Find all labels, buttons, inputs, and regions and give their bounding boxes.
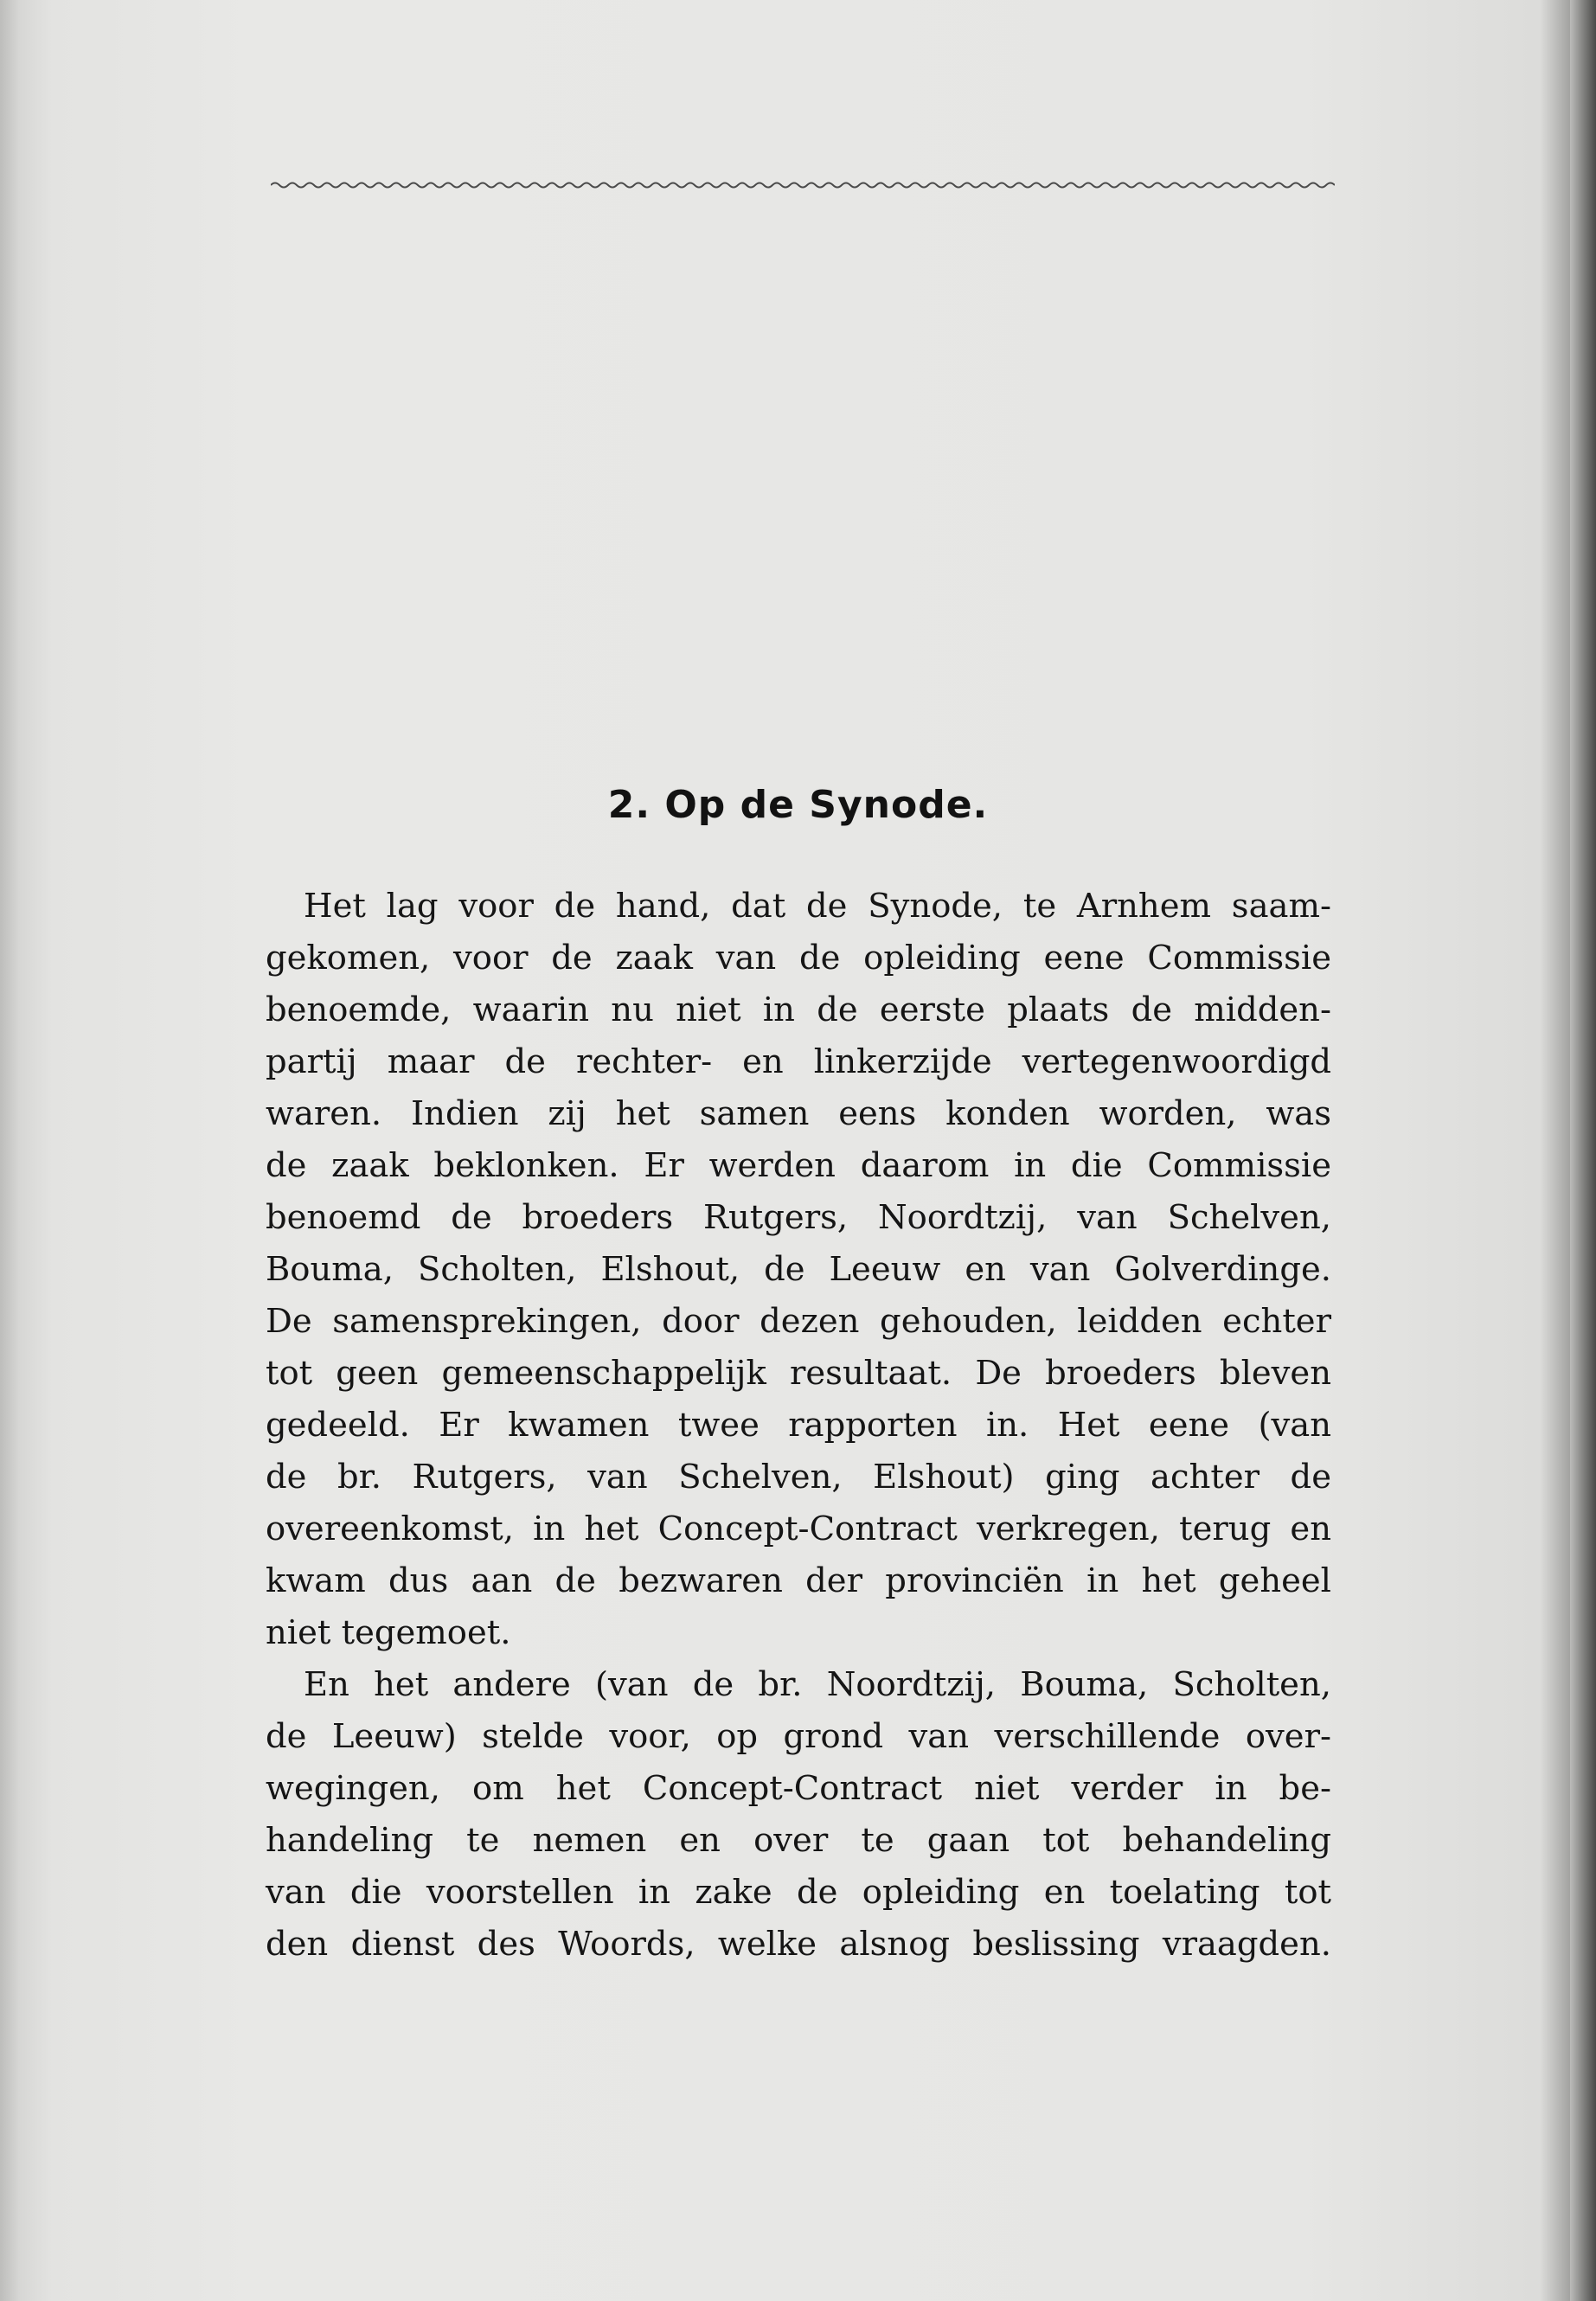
text-line: gekomen, voor de zaak van de opleiding eene Commissie xyxy=(266,939,1331,977)
text-line: den dienst des Woords, welke alsnog beslissing vraagden. xyxy=(266,1925,1331,1964)
text-line: de br. Rutgers, van Schelven, Elshout) ging achter de xyxy=(266,1458,1331,1497)
text-line: kwam dus aan de bezwaren der provinciën in het geheel xyxy=(266,1561,1331,1600)
text-line: overeenkomst, in het Concept-Contract verkregen, terug en xyxy=(266,1509,1331,1548)
page-left-edge xyxy=(0,0,19,2301)
text-line: tot geen gemeenschappelijk resultaat. De broeders bleven xyxy=(266,1354,1331,1393)
decorative-wavy-rule xyxy=(271,179,1335,191)
text-line: Het lag voor de hand, dat de Synode, te Arnhem saam- xyxy=(304,887,1331,926)
text-line: waren. Indien zij het samen eens konden worden, was xyxy=(266,1094,1331,1133)
text-line: benoemde, waarin nu niet in de eerste plaats de midden- xyxy=(266,990,1331,1029)
text-line: de zaak beklonken. Er werden daarom in die Commissie xyxy=(266,1146,1331,1185)
text-line: gedeeld. Er kwamen twee rapporten in. Het eene (van xyxy=(266,1406,1331,1445)
page-right-edge xyxy=(1570,0,1596,2301)
text-line: Bouma, Scholten, Elshout, de Leeuw en van Golverdinge. xyxy=(266,1250,1331,1289)
body-paragraphs xyxy=(266,881,1331,1971)
text-line: En het andere (van de br. Noordtzij, Bouma, Scholten, xyxy=(304,1665,1331,1704)
text-line: benoemd de broeders Rutgers, Noordtzij, van Schelven, xyxy=(266,1198,1331,1237)
text-line: niet tegemoet. xyxy=(266,1613,511,1652)
text-line: de Leeuw) stelde voor, op grond van verschillende over- xyxy=(266,1717,1331,1756)
section-heading: 2. Op de Synode. xyxy=(607,783,989,827)
text-line: van die voorstellen in zake de opleiding en toelating tot xyxy=(266,1873,1331,1912)
text-line: handeling te nemen en over te gaan tot behandeling xyxy=(266,1821,1331,1860)
text-line: De samensprekingen, door dezen gehouden, leidden echter xyxy=(266,1302,1331,1341)
text-line: wegingen, om het Concept-Contract niet verder in be- xyxy=(266,1769,1331,1808)
text-line: partij maar de rechter- en linkerzijde vertegenwoordigd xyxy=(266,1042,1331,1081)
